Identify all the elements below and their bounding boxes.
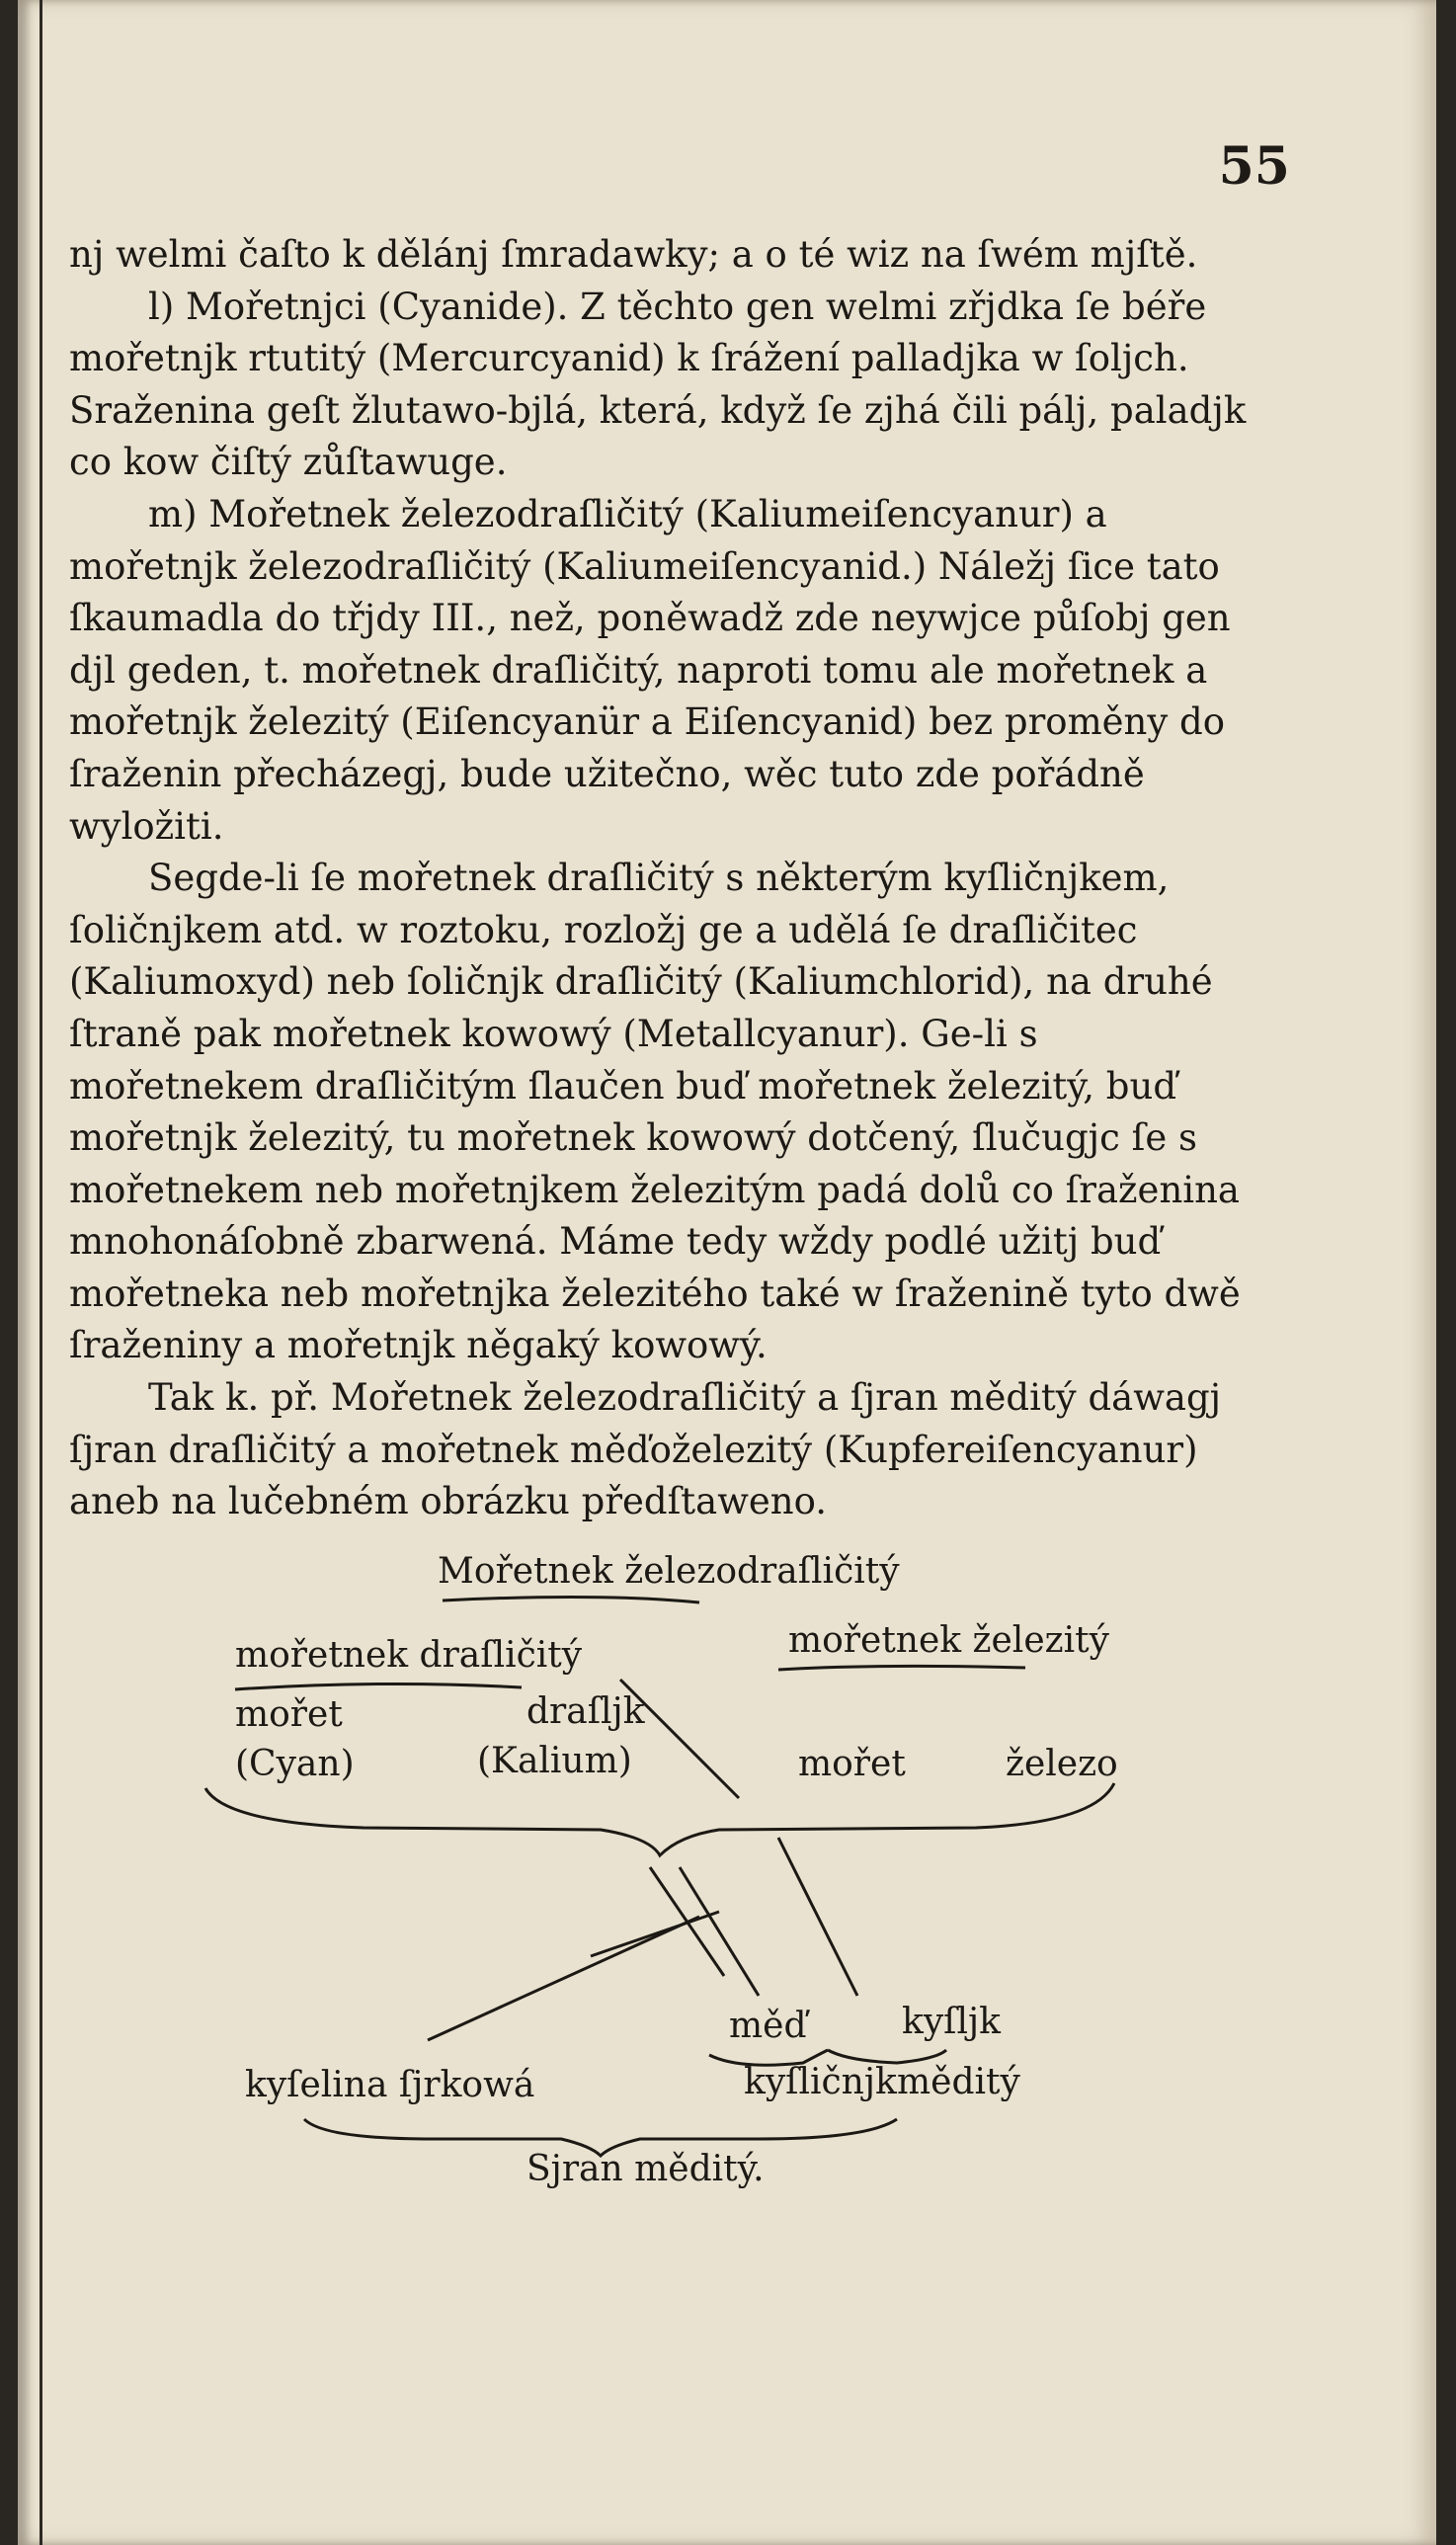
paragraph-4: Segde-li ſe mořetnek draſličitý s některým kyſličnjkem, ſoličnjkem atd. w roztoku, rozložj ge a udělá ſe draſličitec (Kaliumoxyd) neb ſoličnjk draſličitý (Kaliumchlorid), na druhé ſtraně pak mořetnek kowowý (Metallcyanur). Ge-li s mořetnekem draſličitým ſlaučen buď mořetnek železitý, buď mořetnjk železitý, tu mořetnek kowowý dotčený, ſlučugjc ſe s mořetnekem neb mořetnjkem železitým padá dolů co ſraženina mnohonáſobně zbarwená. Máme tedy wždy podlé užitj buď mořetneka neb mořetnjka železitého také w ſraženině tyto dwě ſraženiny a mořetnjk něgaký kowowý.	[69, 857, 1241, 1367]
label-drasljk: draſljk	[526, 1691, 645, 1732]
page-edge-line	[40, 0, 42, 2545]
diagram-title: Mořetnek železodraſličitý	[438, 1551, 900, 1592]
label-kyslicnjk: kyſličnjk	[744, 2062, 897, 2102]
paragraph-3: m) Mořetnek železodraſličitý (Kaliumeiſencyanur) a mořetnjk železodraſličitý (Kaliumeiſencyanid.) Náležj ſice tato ſkaumadla do třjdy III., než, poněwadž zde neywjce půſobj gen djl geden, t. mořetnek draſličitý, naproti tomu ale mořetnek a mořetnjk železitý (Eiſencyanür a Eiſencyanid) bez proměny do ſraženin přecházegj, bude užitečno, wěc tuto zde pořádně wyložiti.	[69, 492, 1231, 848]
label-result: Sjran měditý.	[526, 2149, 765, 2189]
chemical-diagram	[186, 1541, 1173, 2529]
diagram-lines	[186, 1541, 1173, 2529]
label-moret-left: mořet	[235, 1694, 343, 1735]
paragraph-1: nj welmi čaſto k dělánj ſmradawky; a o té wiz na ſwém mjſtě.	[69, 233, 1198, 276]
label-kyselina: kyſelina ſjrkowá	[245, 2065, 535, 2105]
label-right-group: mořetnek železitý	[788, 1620, 1109, 1661]
book-page	[18, 0, 1436, 2545]
label-kysljk: kyſljk	[902, 2002, 1001, 2042]
paragraph-2: l) Mořetnjci (Cyanide). Z těchto gen welmi zřjdka ſe béře mořetnjk rtutitý (Mercurcyanid) k ſrážení palladjka w ſoljch. Sraženina geſt žlutawo-bjlá, která, když ſe zjhá čili pálj, paladjk co kow čiſtý zůſtawuge.	[69, 285, 1247, 484]
label-cyan: (Cyan)	[235, 1744, 355, 1784]
body-text	[69, 229, 1254, 1528]
label-moret-right: mořet	[798, 1744, 906, 1784]
label-kalium: (Kalium)	[477, 1741, 632, 1781]
label-zelezo: železo	[1006, 1744, 1118, 1784]
label-left-group: mořetnek draſličitý	[235, 1635, 583, 1676]
page-number: 55	[1218, 136, 1290, 197]
paragraph-5: Tak k. př. Mořetnek železodraſličitý a ſjran měditý dáwagj ſjran draſličitý a mořetnek měďoželezitý (Kupfereiſencyanur) aneb na lučebném obrázku předſtaweno.	[69, 1376, 1222, 1523]
label-medity: měditý	[897, 2062, 1020, 2102]
label-med: měď	[729, 2006, 807, 2046]
